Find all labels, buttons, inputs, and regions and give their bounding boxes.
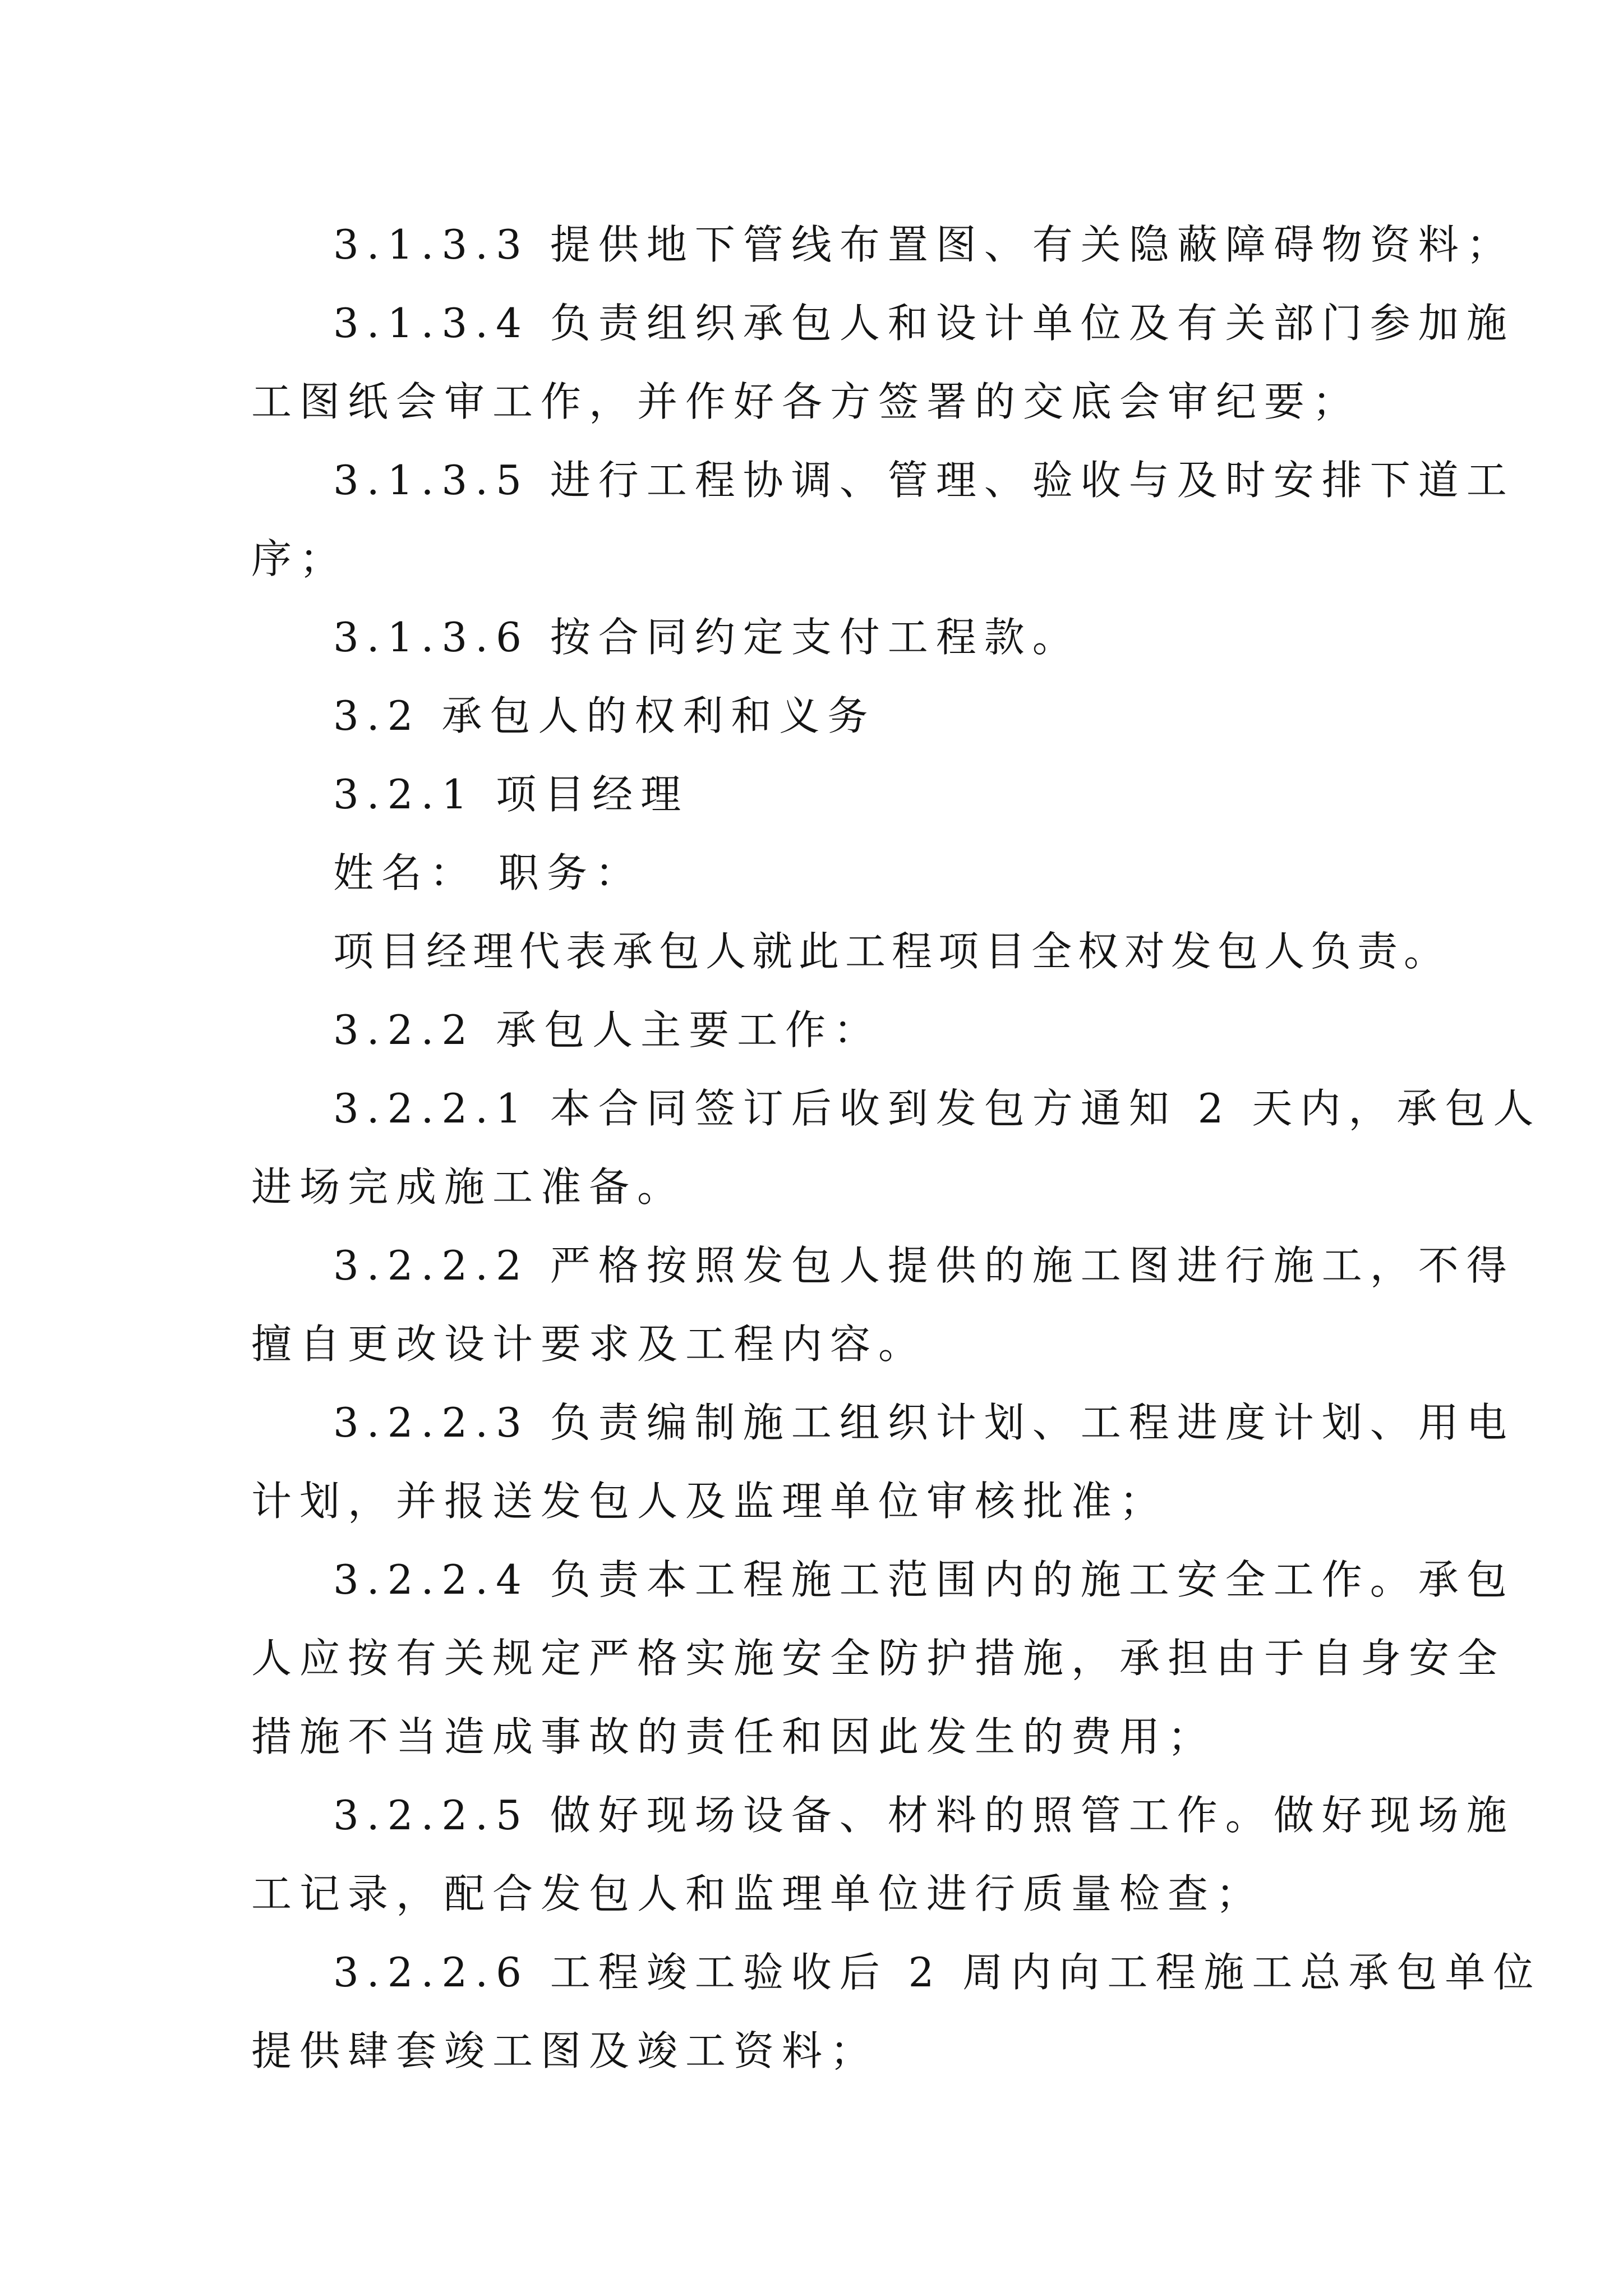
clause-3-1-3-3: 3.1.3.3 提供地下管线布置图、有关隐蔽障碍物资料； (333, 221, 1515, 268)
clause-3-2-2-4-cont-1: 人应按有关规定严格实施安全防护措施，承担由于自身安全 (251, 1635, 1506, 1682)
clause-3-2-2-2: 3.2.2.2 严格按照发包人提供的施工图进行施工，不得 (333, 1242, 1515, 1289)
clause-3-2-2-5: 3.2.2.5 做好现场设备、材料的照管工作。做好现场施 (333, 1792, 1515, 1839)
clause-3-2-2-4-cont-2: 措施不当造成事故的责任和因此发生的费用； (251, 1713, 1216, 1760)
manager-responsibility: 项目经理代表承包人就此工程项目全权对发包人负责。 (333, 928, 1451, 975)
clause-3-2-2-6: 3.2.2.6 工程竣工验收后 2 周内向工程施工总承包单位 (333, 1949, 1542, 1996)
manager-name-title-line: 姓名： 职务： (333, 849, 643, 896)
clause-3-2-2-1-cont: 进场完成施工准备。 (251, 1163, 686, 1211)
clause-3-2-2-3-cont: 计划，并报送发包人及监理单位审核批准； (251, 1478, 1168, 1525)
clause-3-2-2-5-cont: 工记录，配合发包人和监理单位进行质量检查； (251, 1870, 1265, 1917)
clause-3-2-2-3: 3.2.2.3 负责编制施工组织计划、工程进度计划、用电 (333, 1399, 1515, 1446)
section-3-2-heading: 3.2 承包人的权利和义务 (333, 692, 876, 739)
clause-3-1-3-5-cont: 序； (251, 535, 348, 582)
clause-3-1-3-5: 3.1.3.5 进行工程协调、管理、验收与及时安排下道工 (333, 457, 1515, 504)
clause-3-2-2-2-cont: 擅自更改设计要求及工程内容。 (251, 1320, 927, 1368)
clause-3-2-1-heading: 3.2.1 项目经理 (333, 771, 689, 818)
clause-3-1-3-4-cont: 工图纸会审工作，并作好各方签署的交底会审纪要； (251, 378, 1361, 425)
clause-3-2-2-6-cont: 提供肆套竣工图及竣工资料； (251, 2027, 879, 2074)
clause-3-2-2-heading: 3.2.2 承包人主要工作： (333, 1006, 882, 1053)
clause-3-2-2-1: 3.2.2.1 本合同签订后收到发包方通知 2 天内，承包人 (333, 1085, 1542, 1132)
clause-3-1-3-6: 3.1.3.6 按合同约定支付工程款。 (333, 614, 1081, 661)
clause-3-1-3-4: 3.1.3.4 负责组织承包人和设计单位及有关部门参加施 (333, 300, 1515, 347)
clause-3-2-2-4: 3.2.2.4 负责本工程施工范围内的施工安全工作。承包 (333, 1556, 1515, 1603)
